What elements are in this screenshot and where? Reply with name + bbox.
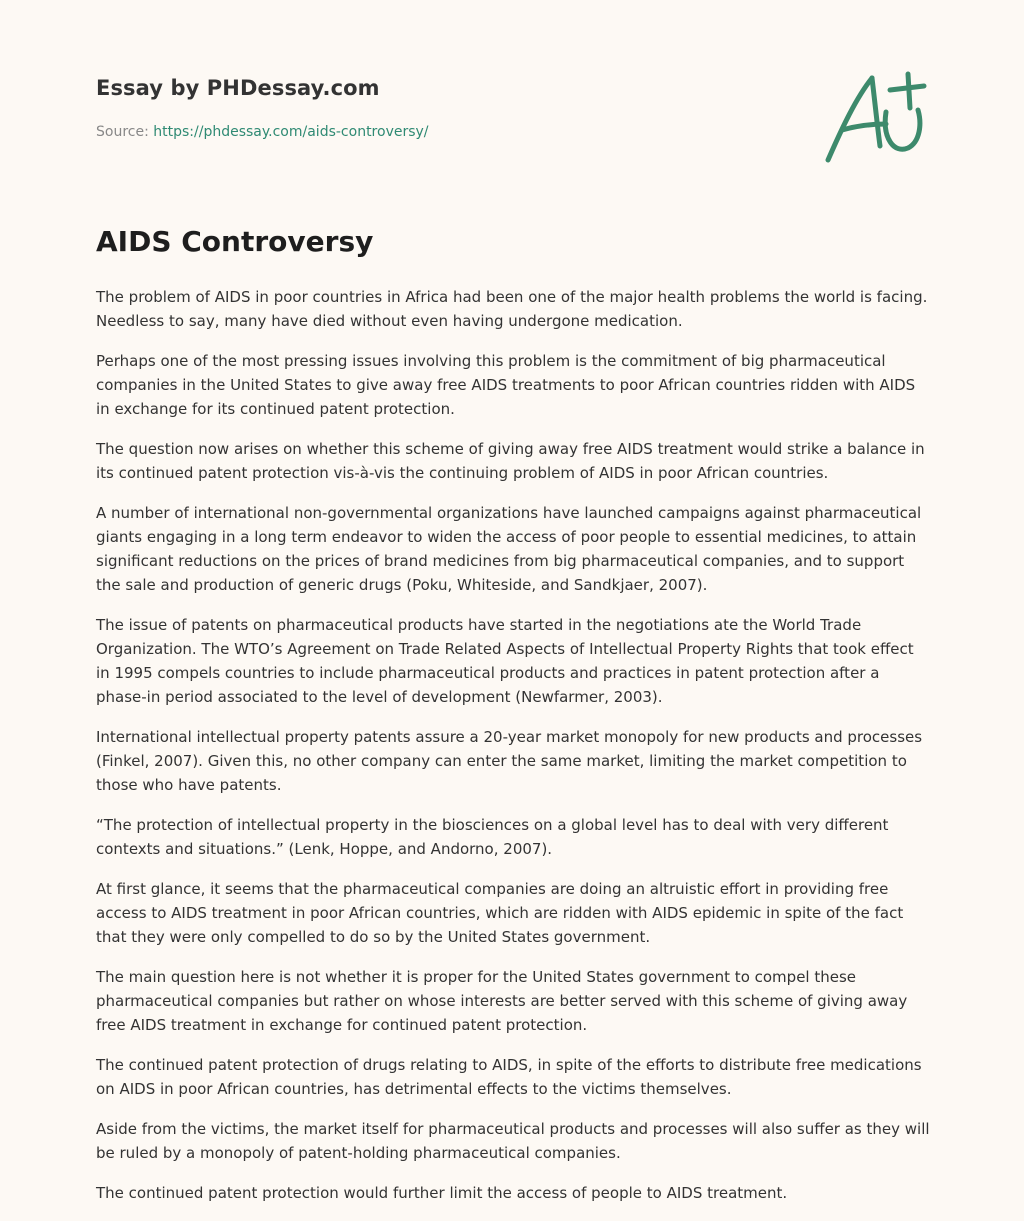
essay-paragraph: International intellectual property patents assure a 20-year market monopoly for new products and processes (Finkel, 2007). Given this, no other company can enter the same market, limiting the market competition to those who have patents. [96, 728, 923, 794]
essay-paragraph: At first glance, it seems that the pharmaceutical companies are doing an altruistic effort in providing free access to AIDS treatment in poor African countries, which are ridden with AIDS epidemic in spite of the fact that they were only compelled to do so by the United States government. [96, 880, 904, 946]
a-plus-logo-icon [820, 68, 930, 166]
essay-paragraph: “The protection of intellectual property in the biosciences on a global level has to deal with very different contexts and situations.” (Lenk, Hoppe, and Andorno, 2007). [96, 816, 889, 858]
essay-paragraph: Perhaps one of the most pressing issues involving this problem is the commitment of big pharmaceutical companies in the United States to give away free AIDS treatments to poor African countries ridden with AIDS in exchange for its continued patent protection. [96, 352, 916, 418]
essay-paragraph: The main question here is not whether it is proper for the United States government to compel these pharmaceutical companies but rather on whose interests are better served with this scheme of giving away free AIDS treatment in exchange for continued patent protection. [96, 968, 908, 1034]
source-label: Source: [96, 124, 154, 140]
source-line [96, 124, 429, 140]
essay-paragraph: A number of international non-governmental organizations have launched campaigns against pharmaceutical giants engaging in a long term endeavor to widen the access of poor people to essential medicines, to attain significant reductions on the prices of brand medicines from big pharmaceutical companies, and to support the sale and production of generic drugs (Poku, Whiteside, and Sandkjaer, 2007). [96, 504, 922, 594]
essay-paragraph: The continued patent protection of drugs relating to AIDS, in spite of the efforts to distribute free medications on AIDS in poor African countries, has detrimental effects to the victims themselves. [96, 1056, 922, 1098]
essay-paragraph: The issue of patents on pharmaceutical products have started in the negotiations ate the World Trade Organization. The WTO’s Agreement on Trade Related Aspects of Intellectual Property Rights that took effect in 1995 compels countries to include pharmaceutical products and practices in patent protection after a phase-in period associated to the level of development (Newfarmer, 2003). [96, 616, 914, 706]
source-link[interactable]: https://phdessay.com/aids-controversy/ [153, 124, 429, 140]
essay-paragraph: Aside from the victims, the market itself for pharmaceutical products and processes will also suffer as they will be ruled by a monopoly of patent-holding pharmaceutical companies. [96, 1120, 930, 1162]
essay-body [96, 285, 930, 1221]
brand-title: Essay by PHDessay.com [96, 76, 380, 100]
essay-title: AIDS Controversy [96, 225, 374, 258]
essay-paragraph: The question now arises on whether this scheme of giving away free AIDS treatment would strike a balance in its continued patent protection vis-à-vis the continuing problem of AIDS in poor African countries. [96, 440, 925, 482]
essay-paragraph: The continued patent protection would further limit the access of people to AIDS treatment. [96, 1184, 788, 1202]
essay-paragraph: The problem of AIDS in poor countries in Africa had been one of the major health problems the world is facing. Needless to say, many have died without even having undergone medication. [96, 288, 928, 330]
